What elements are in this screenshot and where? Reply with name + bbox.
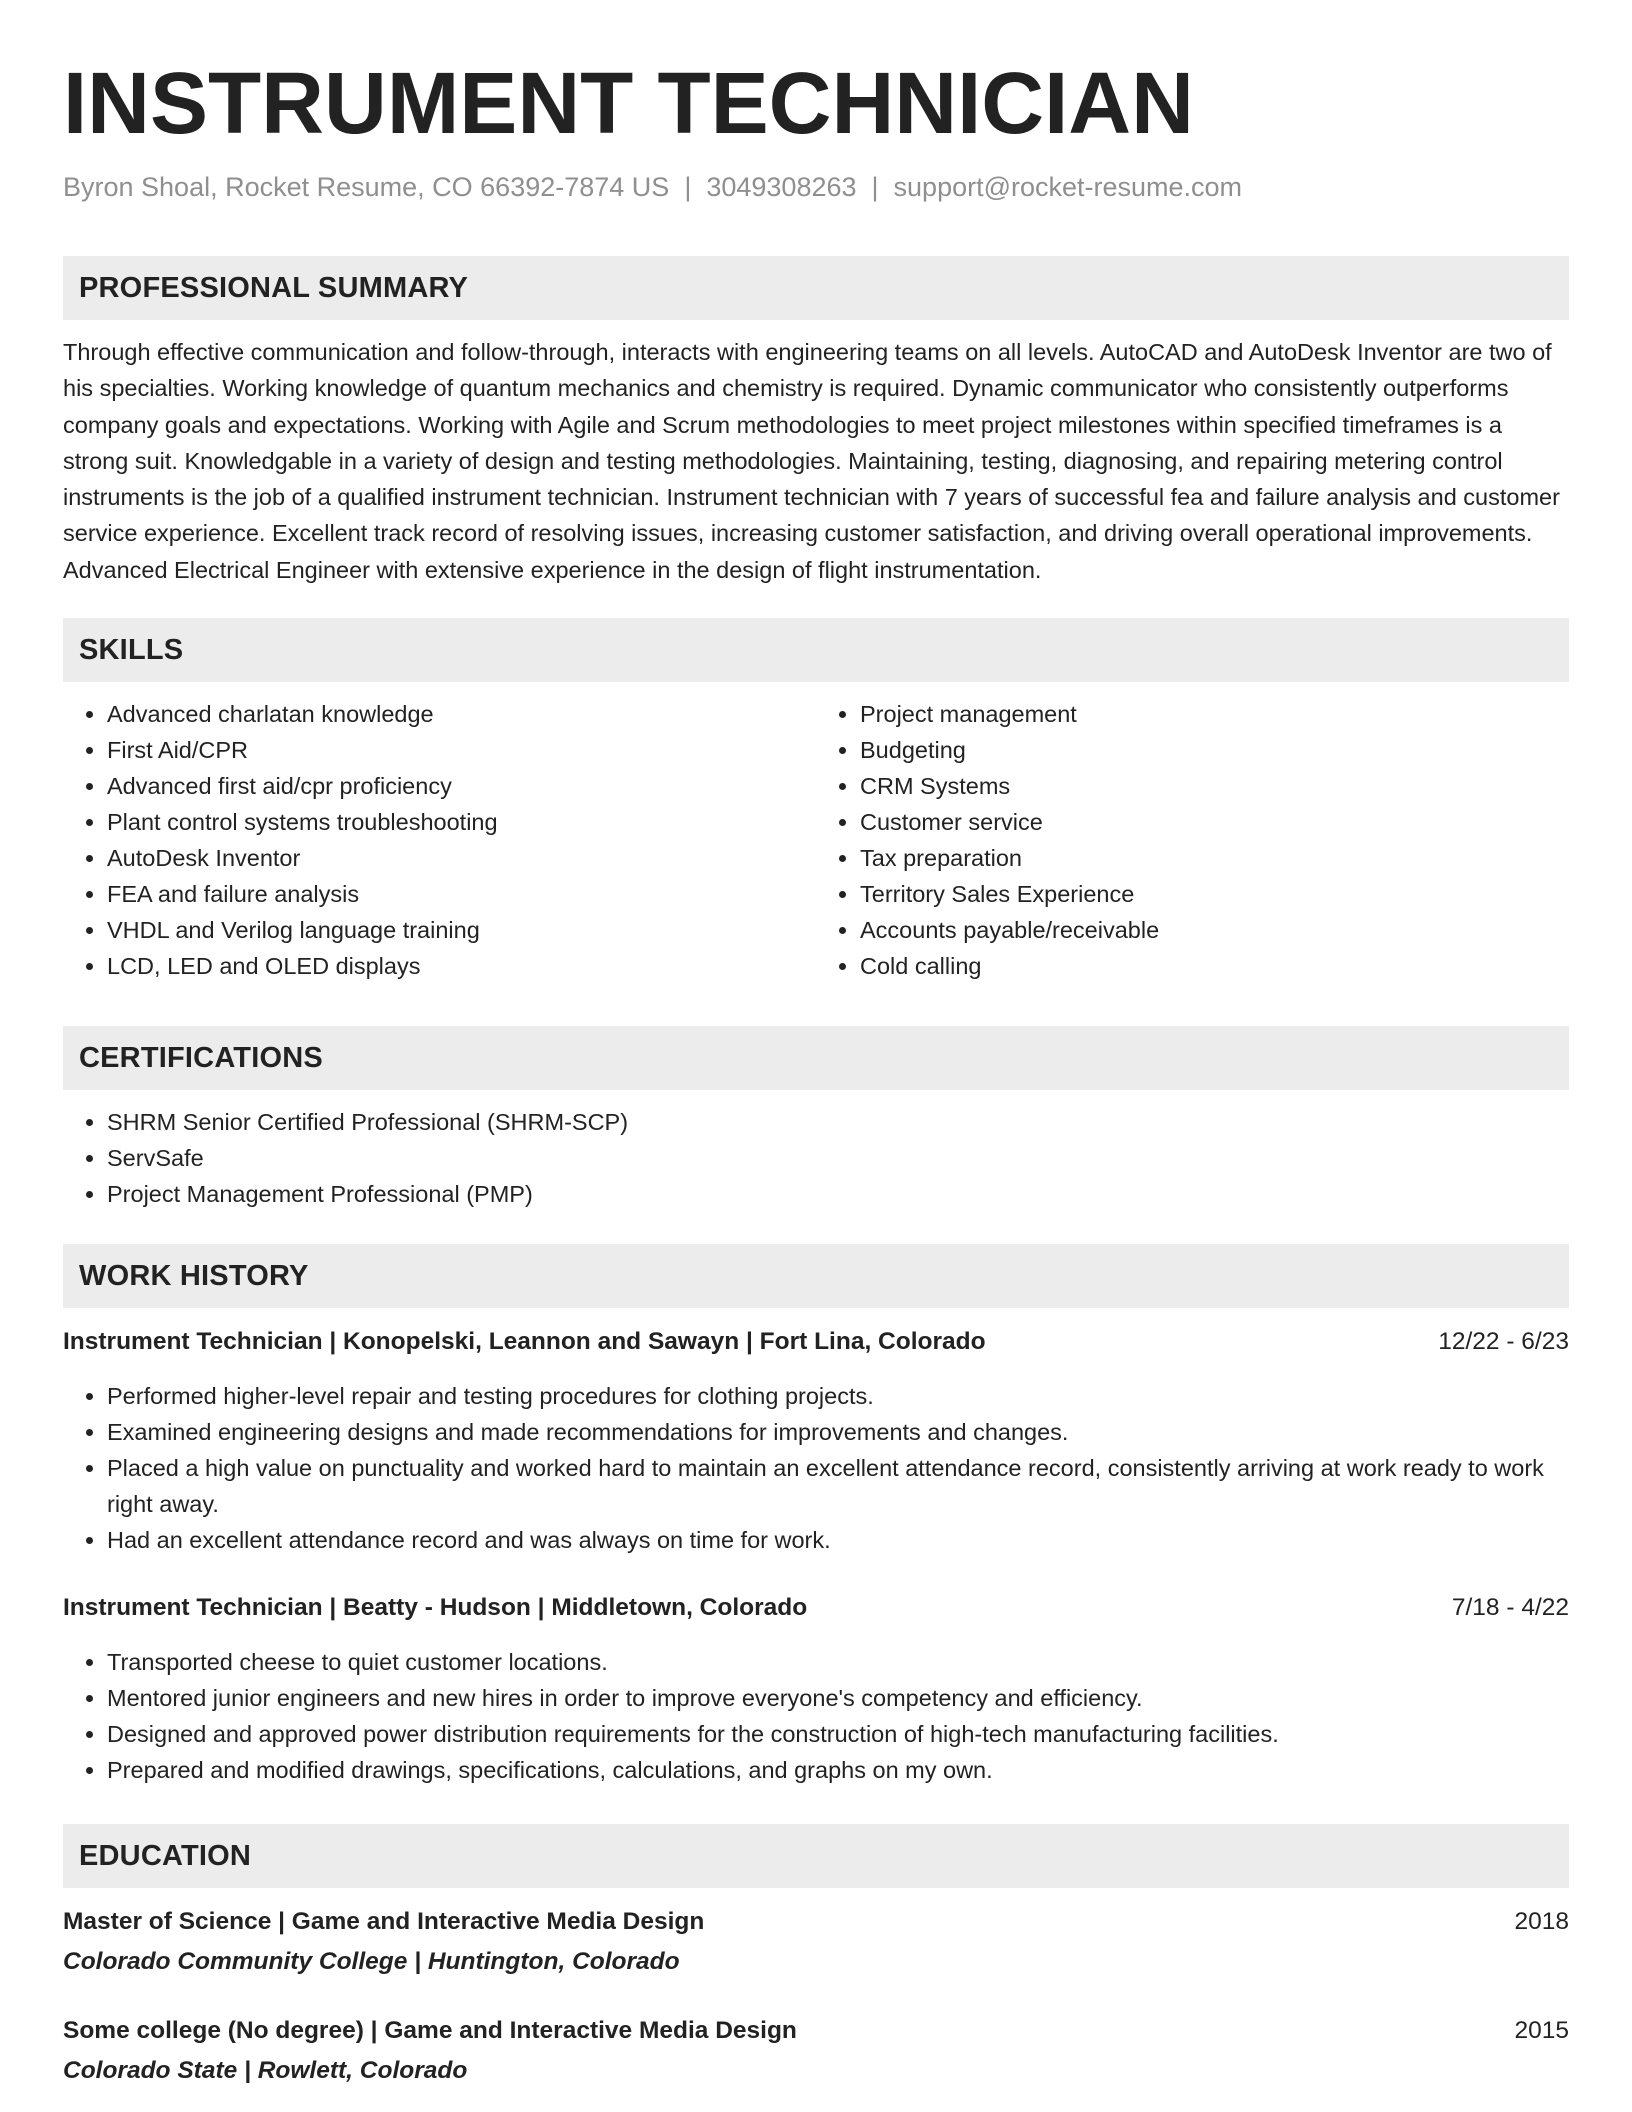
skill-item: • Advanced charlatan knowledge <box>107 696 816 732</box>
education-entry <box>63 2013 1569 2089</box>
work-history-heading: WORK HISTORY <box>63 1244 1569 1308</box>
skills-column-right <box>816 696 1569 984</box>
job-duty: • Performed higher-level repair and testing procedures for clothing projects. <box>107 1378 1569 1414</box>
job-header <box>63 1590 1569 1626</box>
education-header <box>63 2013 1569 2049</box>
contact-line <box>63 170 1569 204</box>
skill-item: • Tax preparation <box>860 840 1569 876</box>
job-duty: • Examined engineering designs and made recommendations for improvements and changes. <box>107 1414 1569 1450</box>
skill-item: • FEA and failure analysis <box>107 876 816 912</box>
job-dates: 7/18 - 4/22 <box>1451 1594 1569 1622</box>
skills-list <box>63 696 1569 984</box>
job-title: Instrument Technician | Beatty - Hudson | Middletown, Colorado <box>63 1594 808 1622</box>
job-entry <box>63 1590 1569 1788</box>
certifications-heading: CERTIFICATIONS <box>63 1026 1569 1090</box>
job-duty: • Mentored junior engineers and new hires in order to improve everyone's competency and efficiency. <box>107 1680 1569 1716</box>
school-name: Colorado State | Rowlett, Colorado <box>63 2057 468 2085</box>
skill-item: • Advanced first aid/cpr proficiency <box>107 768 816 804</box>
skill-item: • First Aid/CPR <box>107 732 816 768</box>
job-duties <box>63 1644 1569 1788</box>
job-entry <box>63 1324 1569 1558</box>
job-header <box>63 1324 1569 1360</box>
certification-item: • Project Management Professional (PMP) <box>107 1176 1569 1212</box>
skill-item: • Budgeting <box>860 732 1569 768</box>
skill-item: • LCD, LED and OLED displays <box>107 948 816 984</box>
education-header <box>63 1904 1569 1940</box>
skills-column-left <box>63 696 816 984</box>
certification-item: • ServSafe <box>107 1140 1569 1176</box>
job-dates: 12/22 - 6/23 <box>1438 1328 1569 1356</box>
graduation-year: 2015 <box>1514 2017 1569 2045</box>
skill-item: • VHDL and Verilog language training <box>107 912 816 948</box>
skill-item: • Plant control systems troubleshooting <box>107 804 816 840</box>
skill-item: • AutoDesk Inventor <box>107 840 816 876</box>
degree-title: Some college (No degree) | Game and Interactive Media Design <box>63 2017 797 2045</box>
contact-phone: 3049308263 <box>706 172 857 202</box>
education-entry <box>63 1904 1569 1980</box>
job-duty: • Had an excellent attendance record and was always on time for work. <box>107 1522 1569 1558</box>
skill-item: • CRM Systems <box>860 768 1569 804</box>
contact-address: Byron Shoal, Rocket Resume, CO 66392-7874 US <box>63 172 670 202</box>
job-duties <box>63 1378 1569 1558</box>
skill-item: • Cold calling <box>860 948 1569 984</box>
skill-item: • Territory Sales Experience <box>860 876 1569 912</box>
school-name: Colorado Community College | Huntington, Colorado <box>63 1948 680 1976</box>
skill-item: • Accounts payable/receivable <box>860 912 1569 948</box>
skills-heading: SKILLS <box>63 618 1569 682</box>
certification-item: • SHRM Senior Certified Professional (SHRM-SCP) <box>107 1104 1569 1140</box>
skill-item: • Project management <box>860 696 1569 732</box>
education-heading: EDUCATION <box>63 1824 1569 1888</box>
candidate-title: INSTRUMENT TECHNICIAN <box>63 55 1194 152</box>
degree-title: Master of Science | Game and Interactive Media Design <box>63 1908 705 1936</box>
certifications-list <box>63 1104 1569 1212</box>
summary-text: Through effective communication and follow-through, interacts with engineering teams on all levels. AutoCAD and AutoDesk Inventor are two of his specialties. Working knowledge of quantum mechanics and chemistry is required. Dynamic communicator who consistently outperforms company goals and expectations. Working with Agile and Scrum methodologies to meet project milestones within specified timeframes is a strong suit. Knowledgable in a variety of design and testing methodologies. Maintaining, testing, diagnosing, and repairing metering control instruments is the job of a qualified instrument technician. Instrument technician with 7 years of successful fea and failure analysis and customer service experience. Excellent track record of resolving issues, increasing customer satisfaction, and driving overall operational improvements. Advanced Electrical Engineer with extensive experience in the design of flight instrumentation. <box>63 339 1560 583</box>
graduation-year: 2018 <box>1514 1908 1569 1936</box>
contact-email: support@rocket-resume.com <box>893 172 1243 202</box>
skill-item: • Customer service <box>860 804 1569 840</box>
job-duty: • Prepared and modified drawings, specifications, calculations, and graphs on my own. <box>107 1752 1569 1788</box>
job-duty: • Designed and approved power distribution requirements for the construction of high-tech manufacturing facilities. <box>107 1716 1569 1752</box>
job-duty: • Transported cheese to quiet customer locations. <box>107 1644 1569 1680</box>
contact-separator: | <box>871 172 879 202</box>
job-title: Instrument Technician | Konopelski, Leannon and Sawayn | Fort Lina, Colorado <box>63 1328 986 1356</box>
contact-separator: | <box>684 172 692 202</box>
job-duty: • Placed a high value on punctuality and worked hard to maintain an excellent attendance record, consistently arriving at work ready to work right away. <box>107 1450 1569 1522</box>
summary-heading: PROFESSIONAL SUMMARY <box>63 256 1569 320</box>
